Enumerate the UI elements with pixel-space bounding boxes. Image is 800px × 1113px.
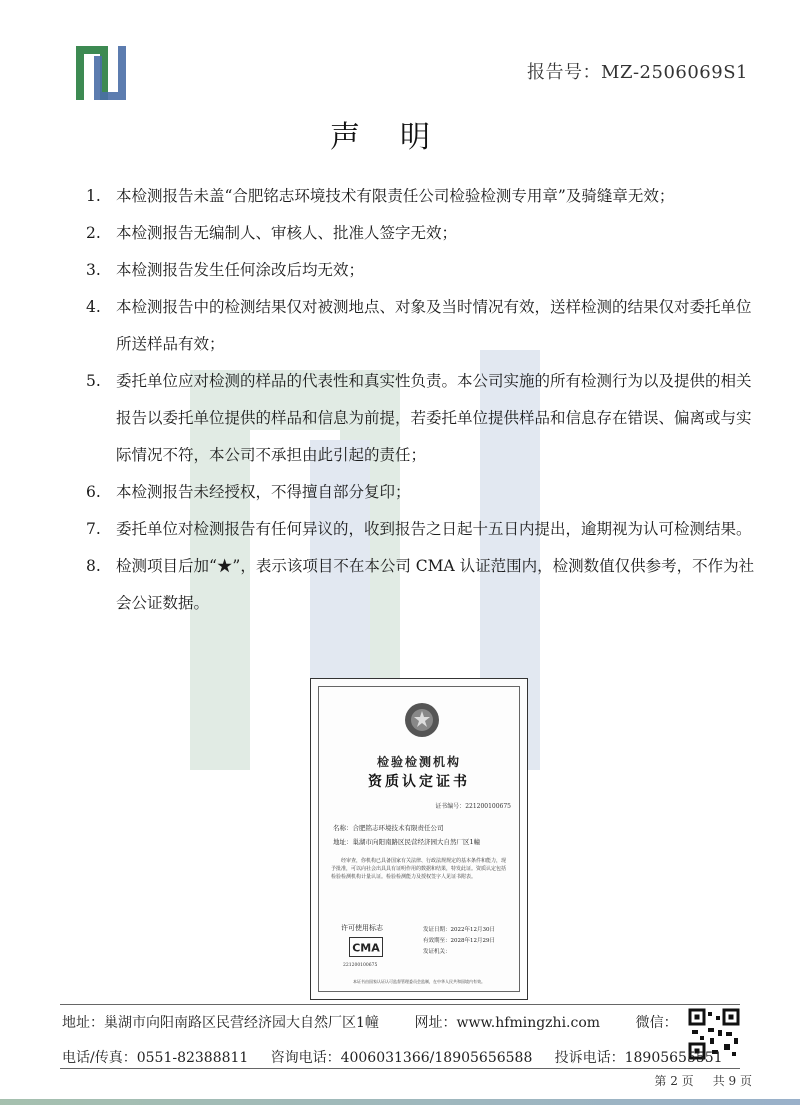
- declaration-clauses: [86, 178, 766, 622]
- certificate-company: 名称：合肥铭志环境技术有限责任公司: [333, 824, 444, 832]
- clause-text: 本检测报告未经授权，不得擅自部分复印；: [116, 483, 411, 501]
- issue-date: 发证日期：2022年12月30日: [423, 927, 495, 933]
- certificate-footer: 本证书由国家认证认可监督管理委员会监制，在中华人民共和国境内有效。: [353, 979, 485, 984]
- cma-mark-icon: [349, 937, 383, 957]
- cma-mark-text: CMA: [352, 941, 380, 955]
- national-emblem-icon: [403, 701, 441, 739]
- footer-address-line: 地址：巢湖市向阳南路区民营经济园大自然厂区1幢 网址：www.hfmingzhi.com 微信：: [62, 1015, 678, 1031]
- certificate-dates: [423, 925, 495, 958]
- clause-text: 检测项目后加“★”，表示该项目不在本公司 CMA 认证范围内，检测数值仅供参考，不作为社会公证数据。: [116, 557, 755, 612]
- clause-text: 本检测报告无编制人、审核人、批准人签字无效；: [116, 224, 458, 242]
- clause-number: 6.: [86, 483, 101, 501]
- page-title: 声明: [330, 120, 470, 155]
- clause-item: [86, 548, 766, 622]
- clause-text: 委托单位对检测报告有任何异议的，收到报告之日起十五日内提出，逾期视为认可检测结果。: [116, 520, 752, 538]
- clause-item: [86, 178, 766, 215]
- footer-phone-line: 电话/传真：0551-82388811 咨询电话：4006031366/18905656588 投诉电话：18905655551: [62, 1050, 723, 1066]
- bottom-color-bar: [0, 1099, 800, 1105]
- certificate-address: 地址：巢湖市向阳南路区民营经济园大自然厂区1幢: [333, 838, 481, 846]
- clause-item: [86, 511, 766, 548]
- footer-divider: [60, 1068, 740, 1069]
- issuer: 发证机关：: [423, 949, 451, 955]
- certificate-title-line2: 资质认定证书: [368, 774, 470, 790]
- clause-number: 4.: [86, 298, 101, 316]
- clause-number: 1.: [86, 187, 101, 205]
- clause-item: [86, 289, 766, 363]
- clause-number: 7.: [86, 520, 101, 538]
- qualification-certificate: [310, 678, 528, 1000]
- clause-text: 本检测报告中的检测结果仅对被测地点、对象及当时情况有效，送样检测的结果仅对委托单位所送样品有效；: [116, 298, 752, 353]
- certificate-mark-number: 221200100675: [343, 963, 378, 968]
- clause-item: [86, 474, 766, 511]
- clause-text: 本检测报告未盖“合肥铭志环境技术有限责任公司检验检测专用章”及骑缝章无效；: [116, 187, 675, 205]
- clause-item: [86, 363, 766, 474]
- page-number: 第 2 页 共 9 页: [654, 1074, 752, 1088]
- certificate-body-text: 经审查，你机构已具备国家有关法律、行政法规规定的基本条件和能力，现予批准，可以向社会出具具有证明作用的数据和结果，特发此证。资质认定包括检验检测机构计量认证。检验检测能力及授权签字人见证书附表。: [331, 858, 507, 880]
- certificate-mark-label: 许可使用标志: [341, 924, 383, 932]
- certificate-number: 证书编号：221200100675: [435, 803, 511, 810]
- clause-number: 2.: [86, 224, 101, 242]
- clause-text: 本检测报告发生任何涂改后均无效；: [116, 261, 365, 279]
- clause-number: 3.: [86, 261, 101, 279]
- certificate-title-line1: 检验检测机构: [376, 755, 461, 769]
- clause-text: 委托单位应对检测的样品的代表性和真实性负责。本公司实施的所有检测行为以及提供的相关报告以委托单位提供的样品和信息为前提，若委托单位提供样品和信息存在错误、偏离或与实际情况不符，本公司不承担由此引起的责任；: [116, 372, 752, 464]
- report-number: 报告号：MZ-2506069S1: [527, 62, 748, 83]
- clause-number: 8.: [86, 557, 101, 575]
- footer-divider: [60, 1004, 740, 1005]
- clause-item: [86, 215, 766, 252]
- clause-item: [86, 252, 766, 289]
- clause-number: 5.: [86, 372, 101, 390]
- company-logo-icon: [74, 42, 134, 104]
- valid-until: 有效期至：2028年12月29日: [423, 938, 495, 944]
